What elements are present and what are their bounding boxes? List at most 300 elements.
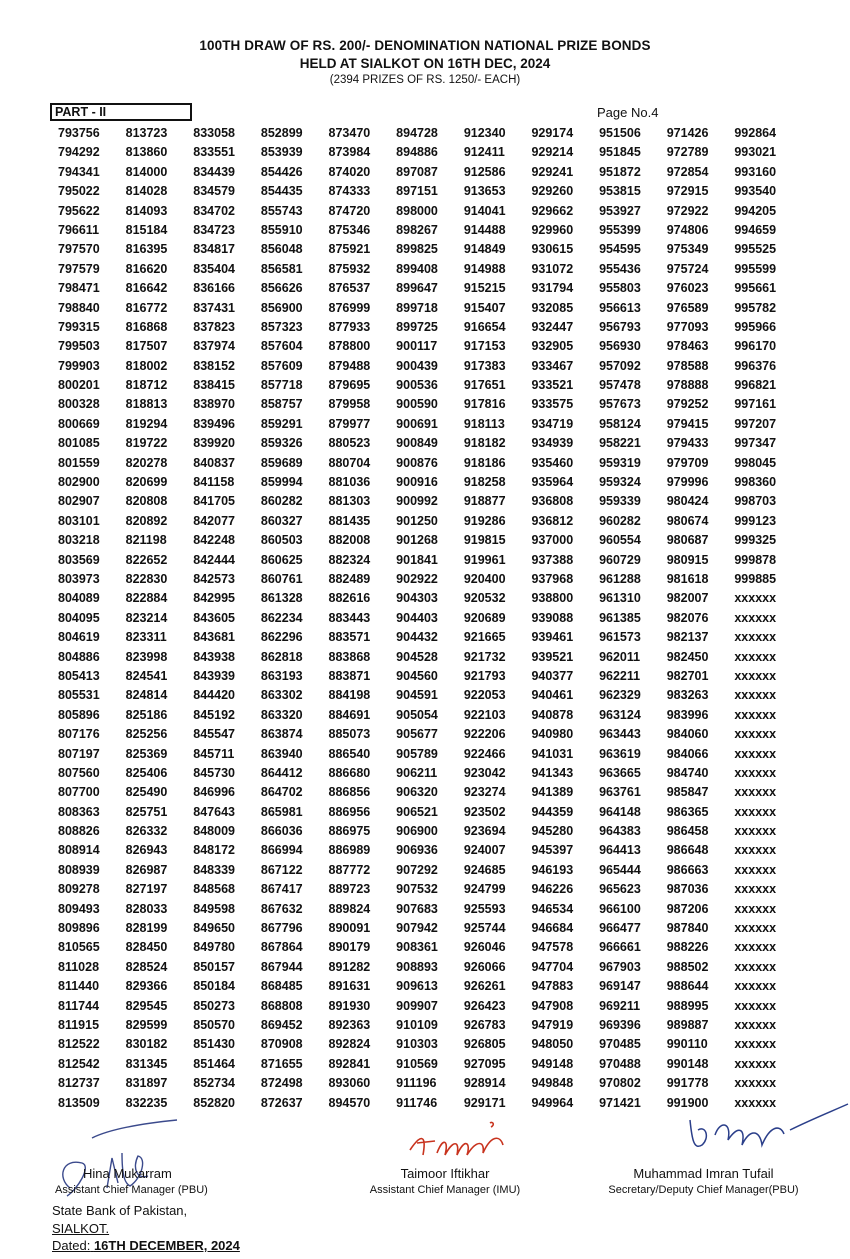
bond-number: 978588 [666,358,709,373]
bond-number: xxxxxx [734,979,777,994]
bond-number: 814093 [125,203,168,218]
bond-number: 796611 [58,222,100,237]
bond-number: 940980 [531,727,574,742]
bond-number: 825490 [125,785,168,800]
bond-number: 886540 [328,746,371,761]
bond-number: 995661 [734,281,777,296]
signatory-hina-mukarram [55,1166,208,1196]
bond-number: 900117 [396,339,438,354]
bond-number: 920689 [463,610,506,625]
bond-number: 882616 [328,591,371,606]
bond-number: 840837 [193,455,235,470]
bond-number: 849598 [193,901,235,916]
bond-number: 963443 [599,727,641,742]
bond-number: xxxxxx [734,688,777,703]
bond-number: 983263 [666,688,709,703]
bond-number: 970802 [599,1076,641,1091]
bond-number: 848339 [193,862,235,877]
bond-number: 824814 [125,688,168,703]
bond-number: 834702 [193,203,235,218]
bond-number: 922206 [463,727,506,742]
bond-number: 804886 [58,649,100,664]
bond-number: 834439 [193,164,235,179]
bond-number: 899825 [396,242,438,257]
bond-number: 863320 [260,707,303,722]
bond-number: 807700 [58,785,100,800]
bond-number: 951506 [599,126,641,140]
bond-number: 803218 [58,533,100,548]
bond-number: 904303 [396,591,438,606]
bond-number: 953927 [599,203,641,218]
bond-number: 870908 [260,1037,303,1052]
signatory-name: Muhammad Imran Tufail [633,1166,774,1181]
bond-number: 926783 [463,1017,506,1032]
bond-number: 874720 [328,203,371,218]
bond-number: 978888 [666,378,709,393]
bond-number: 863874 [260,727,303,742]
bond-number: 853939 [260,145,303,160]
bond-number: 961385 [599,610,641,625]
bond-number: 964383 [599,824,641,839]
bond-number: 926066 [463,959,506,974]
bond-number: 927095 [463,1056,506,1071]
bond-number: 998360 [734,475,777,490]
bond-number: 899647 [396,281,438,296]
bond-number: 920532 [463,591,506,606]
bond-number: 933575 [531,397,574,412]
bond-number: 892363 [328,1017,371,1032]
bond-number: 980915 [666,552,709,567]
bond-number: 966100 [599,901,641,916]
bond-number: 914988 [463,261,506,276]
bond-number: 803569 [58,552,100,567]
bond-number: 809278 [58,882,100,897]
bond-number: 805413 [58,668,100,683]
bond-number: 807197 [58,746,100,761]
bond-number: 982450 [666,649,709,664]
bond-number: 829366 [125,979,168,994]
bond-number: 924685 [463,862,506,877]
bond-number: 883443 [328,610,371,625]
bond-number: 945397 [531,843,574,858]
bond-number: 856048 [260,242,303,257]
bond-number: 813723 [125,126,168,140]
bond-number: 961310 [599,591,641,606]
bond-number: 816772 [125,300,168,315]
bond-number: 936808 [531,494,574,509]
bond-number: 819722 [125,436,168,451]
bond-number: 867864 [260,940,303,955]
bond-number: 880704 [328,455,371,470]
bond-number: 867417 [260,882,303,897]
bond-number: 877933 [328,319,371,334]
bond-number: 987036 [666,882,709,897]
bond-number: 904560 [396,668,438,683]
bond-number: 876999 [328,300,371,315]
bond-number: 891930 [328,998,371,1013]
bond-number: 826332 [125,824,168,839]
bond-number: 829545 [125,998,168,1013]
bond-number: 802907 [58,494,100,509]
bond-number: 923502 [463,804,506,819]
bond-number: 799503 [58,339,100,354]
bond-number: xxxxxx [734,1037,777,1052]
bond-number: 945280 [531,824,574,839]
bond-number: 972789 [666,145,709,160]
bond-number: 882489 [328,571,371,586]
bond-number: 819294 [125,416,168,431]
bond-number: 897087 [396,164,438,179]
bond-number: 859326 [260,436,303,451]
bond-number: xxxxxx [734,630,777,645]
bond-number: xxxxxx [734,882,777,897]
bond-number: xxxxxx [734,1056,777,1071]
bond-number: 930615 [531,242,574,257]
bond-number: 969396 [599,1017,641,1032]
bond-number: 926805 [463,1037,506,1052]
bond-number: 963124 [599,707,641,722]
bond-number: 902922 [396,571,438,586]
bond-number: 988644 [666,979,709,994]
bond-number: 863940 [260,746,303,761]
bond-number: 856581 [260,261,303,276]
bond-number-table [58,124,802,1113]
bond-number: 974806 [666,222,709,237]
bond-number: 994205 [734,203,777,218]
bond-number: 947883 [531,979,574,994]
bond-number: 804089 [58,591,100,606]
bond-number: 921732 [463,649,506,664]
city-name: SIALKOT. [52,1221,110,1236]
bond-number: 982076 [666,610,709,625]
bond-number: 833058 [193,126,235,140]
bond-number: 964413 [599,843,641,858]
bond-number: 914849 [463,242,506,257]
bond-number: 879977 [328,416,371,431]
bond-number: 913653 [463,184,506,199]
bond-number: 910109 [396,1017,438,1032]
bond-number: 918113 [463,416,505,431]
bond-number: 828033 [125,901,168,916]
bond-number: 933521 [531,378,574,393]
bond-number: 911746 [396,1095,438,1110]
bond-number: 929960 [531,222,574,237]
bond-number: 954595 [599,242,641,257]
bond-number: 900849 [396,436,438,451]
signatory-role: Assistant Chief Manager (IMU) [369,1184,521,1196]
bond-number: 837431 [193,300,235,315]
bond-number: 956613 [599,300,641,315]
bond-number: 894886 [396,145,438,160]
bond-number: 793756 [58,126,100,140]
bond-number: 808826 [58,824,100,839]
bond-number: 912586 [463,164,506,179]
bond-number: 886956 [328,804,371,819]
bond-number: xxxxxx [734,862,777,877]
bond-number: xxxxxx [734,901,777,916]
bond-number: 881036 [328,475,371,490]
bond-number: 901268 [396,533,438,548]
bond-number: 978463 [666,339,709,354]
bond-number: xxxxxx [734,921,777,936]
bond-number: 934719 [531,416,574,431]
bond-number: 822652 [125,552,168,567]
bond-number: 922103 [463,707,506,722]
bond-number: 837974 [193,339,235,354]
bond-number: 900590 [396,397,438,412]
bond-number: 918258 [463,475,506,490]
bond-number: 816620 [125,261,168,276]
bond-number: 828450 [125,940,168,955]
bond-number: 886856 [328,785,371,800]
bond-number: 803101 [58,513,100,528]
bond-number: 940461 [531,688,574,703]
bond-number: 826943 [125,843,168,858]
bond-number: 825406 [125,765,168,780]
bond-number: 963761 [599,785,641,800]
bond-number: 797570 [58,242,100,257]
bond-number: 975724 [666,261,709,276]
bond-number: 809493 [58,901,100,916]
signatory-role: Secretary/Deputy Chief Manager(PBU) [608,1184,799,1196]
bond-number: 947919 [531,1017,574,1032]
bond-number: 971426 [666,126,709,140]
bond-number: 999123 [734,513,777,528]
bond-number: 986365 [666,804,709,819]
bond-number: 951872 [599,164,641,179]
bond-number: 814028 [125,184,168,199]
bond-number: 955803 [599,281,641,296]
bond-number: 960282 [599,513,641,528]
bond-number: 874333 [328,184,371,199]
bond-number: 842995 [193,591,235,606]
bond-number: 999878 [734,552,777,567]
bond-number: 851464 [193,1056,235,1071]
bond-number: 925744 [463,921,506,936]
bond-number: 958124 [599,416,641,431]
bond-number: 916654 [463,319,506,334]
bond-number: 825256 [125,727,168,742]
bond-number: 891631 [328,979,371,994]
dated-label: Dated: [52,1238,91,1253]
bond-number: 835404 [193,261,235,276]
bond-number: 816395 [125,242,168,257]
bond-number: 828199 [125,921,168,936]
bond-number: 981618 [666,571,709,586]
bond-number: 862296 [260,630,303,645]
bond-number: 926423 [463,998,506,1013]
bond-number: 907532 [396,882,438,897]
bond-number: 984066 [666,746,709,761]
bond-number: 809896 [58,921,100,936]
bond-number: 863193 [260,668,303,683]
bond-number: 965444 [599,862,641,877]
bond-number: 850157 [193,959,235,974]
bond-number: 897151 [396,184,438,199]
bond-number: 823214 [125,610,168,625]
bond-number: 972915 [666,184,709,199]
bond-number: 805531 [58,688,100,703]
bond-number: 989887 [666,1017,709,1032]
bond-number: 919961 [463,552,506,567]
bond-number: 807560 [58,765,100,780]
bond-number: 885073 [328,727,371,742]
bond-number: 849650 [193,921,235,936]
bond-number: 876537 [328,281,371,296]
bond-number: 926261 [463,979,506,994]
bond-number: 825186 [125,707,168,722]
bond-number: 937388 [531,552,574,567]
bond-number: 928914 [463,1076,506,1091]
bond-number: xxxxxx [734,668,777,683]
bond-number: 873984 [328,145,371,160]
bond-number: 984740 [666,765,709,780]
bond-number: 910303 [396,1037,438,1052]
bond-number: 884691 [328,707,371,722]
bond-number: 842248 [193,533,235,548]
bond-number: 906936 [396,843,438,858]
bond-number: 901841 [396,552,438,567]
bond-number: 848172 [193,843,235,858]
bond-number: xxxxxx [734,785,777,800]
signature-middle-scribble [405,1115,525,1165]
bond-number: 865981 [260,804,303,819]
bond-number: 969211 [599,998,641,1013]
bond-number: 868485 [260,979,303,994]
bond-number: xxxxxx [734,649,777,664]
bond-number: 893060 [328,1076,371,1091]
bond-number: 813860 [125,145,168,160]
bond-number: 955436 [599,261,641,276]
bond-number: 867796 [260,921,303,936]
bond-number: 843938 [193,649,235,664]
bond-number: 993021 [734,145,777,160]
bond-number: 935964 [531,475,574,490]
bond-number: 949148 [531,1056,574,1071]
signatory-taimoor-iftikhar [345,1166,545,1196]
bond-number: 947704 [531,959,574,974]
bond-number: 926046 [463,940,506,955]
bond-number: 815184 [125,222,168,237]
bond-number: 794292 [58,145,100,160]
bond-number: 803973 [58,571,100,586]
bond-number: xxxxxx [734,843,777,858]
bond-number: 822884 [125,591,168,606]
bond-number: 907942 [396,921,438,936]
bond-number: 929171 [463,1095,506,1110]
bond-number: 861328 [260,591,303,606]
bond-number: 984060 [666,727,709,742]
bond-number: 923694 [463,824,506,839]
bond-number: 924799 [463,882,506,897]
bond-number: 980674 [666,513,709,528]
bond-number: 883571 [328,630,371,645]
bond-number: 887772 [328,862,371,877]
bond-number: 947908 [531,998,574,1013]
bank-name: State Bank of Pakistan, [52,1203,188,1218]
bond-number: 908361 [396,940,438,955]
dated-value: 16TH DECEMBER, 2024 [93,1238,240,1253]
bond-number: 794341 [58,164,100,179]
bond-number: 834723 [193,222,235,237]
page-number: Page No.4 [597,105,659,120]
bond-number: 894570 [328,1095,371,1110]
signatory-name: Taimoor Iftikhar [400,1166,490,1181]
bond-number: 986663 [666,862,709,877]
bond-number: 918182 [463,436,506,451]
bond-number: 935460 [531,455,574,470]
bond-number: 829599 [125,1017,168,1032]
bond-number: 982007 [666,591,709,606]
bond-number: 880523 [328,436,371,451]
bond-number: 986648 [666,843,709,858]
bond-number: 917153 [463,339,506,354]
bond-number: 962329 [599,688,641,703]
bond-number: 944359 [531,804,574,819]
bond-number: 948050 [531,1037,574,1052]
bond-number: 990148 [666,1056,709,1071]
document-subtitle: HELD AT SIALKOT ON 16TH DEC, 2024 [299,56,551,71]
document-title: 100TH DRAW OF RS. 200/- DENOMINATION NATIONAL PRIZE BONDS [199,38,651,53]
bond-number: 919815 [463,533,506,548]
bond-number: 882324 [328,552,371,567]
bond-number: 967903 [599,959,641,974]
bond-number: 992864 [734,126,777,140]
bond-number: 800201 [58,378,100,393]
bond-number: 912411 [463,145,505,160]
bond-number: 979433 [666,436,709,451]
bond-number: 977093 [666,319,709,334]
bond-number: 850184 [193,979,235,994]
bond-number: 875932 [328,261,371,276]
bond-number: 956793 [599,319,641,334]
bond-number: 826987 [125,862,168,877]
bond-number: 960729 [599,552,641,567]
bond-number: xxxxxx [734,1076,777,1091]
bond-number: 864412 [260,765,303,780]
bond-number: 997207 [734,416,777,431]
bond-number: 904432 [396,630,438,645]
bond-number: 892824 [328,1037,371,1052]
bond-number: 867944 [260,959,303,974]
bond-number: xxxxxx [734,746,777,761]
bond-number: 820278 [125,455,168,470]
bond-number: 824541 [125,668,168,683]
bond-number: 847643 [193,804,235,819]
bond-number: 808363 [58,804,100,819]
bond-number: 818813 [125,397,168,412]
bond-number: 920400 [463,571,506,586]
bond-number: xxxxxx [734,1095,777,1110]
bond-number: 917651 [463,378,506,393]
bond-number: 812737 [58,1076,100,1091]
bond-number: 918877 [463,494,506,509]
bond-number: 909613 [396,979,438,994]
bond-number: 917383 [463,358,506,373]
bond-number: 999325 [734,533,777,548]
bond-number: 982701 [666,668,709,683]
bond-number: 811028 [58,959,100,974]
bond-number: 931794 [531,281,574,296]
bond-number: 987206 [666,901,709,916]
bond-number: 900691 [396,416,438,431]
bond-number: 899725 [396,319,438,334]
bond-number: 872498 [260,1076,303,1091]
bond-number: 904591 [396,688,438,703]
bond-number: 937000 [531,533,574,548]
bond-number: 986458 [666,824,709,839]
bond-number: 798471 [58,281,100,296]
